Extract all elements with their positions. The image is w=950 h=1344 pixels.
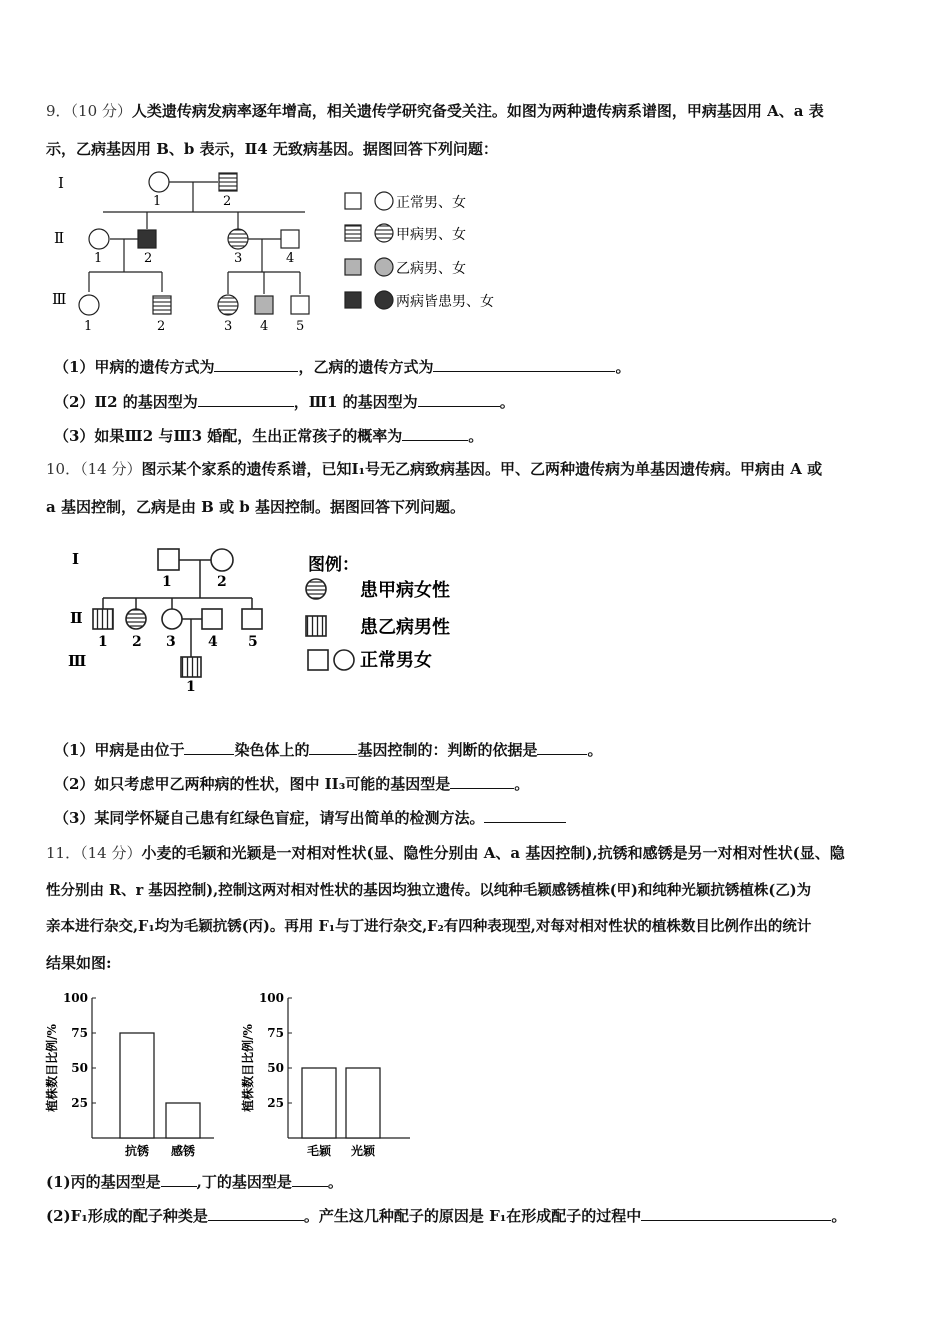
chart2-ytick-label-3: 25 bbox=[267, 1096, 284, 1110]
q10-II-2 bbox=[126, 609, 146, 629]
q9-III-3 bbox=[218, 295, 238, 315]
q10-sub1-text-c: 基因控制的：判断的依据是 bbox=[357, 741, 538, 759]
q10-II-3-num: 3 bbox=[166, 634, 176, 650]
q10-II-4 bbox=[202, 609, 222, 629]
q9-sub3-text-b: 。 bbox=[468, 427, 484, 445]
q11-sub2-blank2[interactable] bbox=[641, 1206, 831, 1221]
q9-II-2-num: 2 bbox=[144, 251, 153, 266]
q9-legend-3: 乙病男、女 bbox=[396, 261, 466, 277]
q10-legend-b-male-icon bbox=[306, 616, 326, 636]
q10-II-5-num: 5 bbox=[248, 634, 258, 650]
q11-number: 11． bbox=[46, 844, 81, 862]
q9-gen-label-2: Ⅱ bbox=[54, 229, 65, 247]
q9-II-4-num: 4 bbox=[286, 251, 295, 266]
q10-number: 10． bbox=[46, 460, 81, 478]
chart1-bar-1 bbox=[166, 1103, 200, 1138]
q10-II-3 bbox=[162, 609, 182, 629]
q11-stem-line4: 结果如图: bbox=[46, 954, 112, 972]
q10-sub1-text-b: 染色体上的 bbox=[234, 741, 310, 759]
q9-legend-1: 正常男、女 bbox=[396, 195, 466, 211]
chart2-bar-1 bbox=[346, 1068, 380, 1138]
q10-legend-3: 正常男女 bbox=[360, 650, 432, 671]
q9-legend-a-female bbox=[375, 224, 393, 242]
q10-sub3 bbox=[54, 807, 916, 829]
q9-sub3 bbox=[54, 425, 916, 447]
q10-score: （14 分） bbox=[80, 460, 142, 478]
q9-stem-line2: 示，乙病基因用 B、b 表示，Ⅱ4 无致病基因。据图回答下列问题： bbox=[46, 140, 498, 158]
q11-sub1 bbox=[46, 1171, 908, 1193]
q9-text-line1: 人类遗传病发病率逐年增高，相关遗传学研究备受关注。如图为两种遗传病系谱图，甲病基因用 A、a 表 bbox=[131, 102, 824, 120]
q11-stem-line3: 亲本进行杂交,F₁均为毛颖抗锈(丙)。再用 F₁与丁进行杂交,F₂有四种表现型,对每对相对性状的植株数目比例作出的统计 bbox=[46, 918, 812, 935]
q9-II-3 bbox=[228, 229, 248, 249]
q9-sub2-text-c: 。 bbox=[499, 393, 515, 411]
q9-number: 9． bbox=[46, 102, 71, 120]
q10-II-1 bbox=[93, 609, 113, 629]
q10-II-5 bbox=[242, 609, 262, 629]
q9-legend-normal-male bbox=[345, 193, 361, 209]
chart1-xtick-label-0: 抗锈 bbox=[124, 1144, 150, 1158]
q9-pedigree bbox=[40, 168, 530, 338]
q11-sub2-text-a: (2)F₁形成的配子种类是 bbox=[46, 1207, 208, 1225]
q10-stem-line2: a 基因控制，乙病是由 B 或 b 基因控制。据图回答下列问题。 bbox=[46, 498, 465, 516]
q10-sub1-text-d: 。 bbox=[587, 741, 603, 759]
q9-legend-normal-female bbox=[375, 192, 393, 210]
q9-III-5 bbox=[291, 296, 309, 314]
q9-legend-b-female bbox=[375, 258, 393, 276]
q9-gen-label-1: Ⅰ bbox=[58, 174, 64, 192]
q11-sub1-text-c: 。 bbox=[327, 1173, 343, 1191]
q9-III-4-num: 4 bbox=[260, 319, 269, 334]
chart1-xtick-label-1: 感锈 bbox=[170, 1144, 196, 1158]
q10-sub2-blank[interactable] bbox=[450, 774, 514, 789]
q11-sub1-text-b: ,丁的基因型是 bbox=[196, 1173, 292, 1191]
q9-I-2-num: 2 bbox=[223, 194, 232, 209]
q9-III-4 bbox=[255, 296, 273, 314]
q10-sub1-blank1[interactable] bbox=[184, 740, 234, 755]
q11-sub1-blank2[interactable] bbox=[292, 1172, 328, 1187]
q9-sub3-blank[interactable] bbox=[402, 426, 468, 441]
q11-sub1-blank1[interactable] bbox=[161, 1172, 197, 1187]
q10-I-1-num: 1 bbox=[162, 574, 172, 590]
q10-II-4-num: 4 bbox=[208, 634, 218, 650]
q9-legend-b-male bbox=[345, 259, 361, 275]
q11-stem-line2: 性分别由 R、r 基因控制),控制这两对相对性状的基因均独立遗传。以纯种毛颖感锈植株(甲)和纯种光颖抗锈植株(乙)为 bbox=[46, 882, 812, 899]
chart1-ytick-label-2: 50 bbox=[71, 1061, 88, 1075]
q9-stem-line1 bbox=[46, 100, 908, 122]
chart2-ytick-label-0: 100 bbox=[258, 991, 284, 1005]
q9-I-2 bbox=[219, 173, 237, 191]
q11-text-line1: 小麦的毛颖和光颖是一对相对性状(显、隐性分别由 A、a 基因控制),抗锈和感锈是另一对相对性状(显、隐 bbox=[141, 844, 845, 862]
q9-legend-4: 两病皆患男、女 bbox=[396, 294, 494, 310]
q11-score: （14 分） bbox=[80, 844, 142, 862]
q9-I-1-num: 1 bbox=[153, 194, 162, 209]
q9-sub1-blank1[interactable] bbox=[214, 357, 298, 372]
q9-legend-2: 甲病男、女 bbox=[396, 227, 466, 243]
q10-legend-normal-male-icon bbox=[308, 650, 328, 670]
q11-sub2 bbox=[46, 1205, 908, 1227]
q9-III-5-num: 5 bbox=[296, 319, 305, 334]
q10-legend-a-female-icon bbox=[306, 579, 326, 599]
q11-chart-rust-resistance bbox=[44, 984, 224, 1164]
q10-sub2-text-b: 。 bbox=[514, 775, 530, 793]
q10-sub3-blank[interactable] bbox=[484, 808, 566, 823]
q11-sub2-blank1[interactable] bbox=[208, 1206, 304, 1221]
chart2-ytick-label-2: 50 bbox=[267, 1061, 284, 1075]
q9-sub3-text-a: （3）如果Ⅲ2 与Ⅲ3 婚配，生出正常孩子的概率为 bbox=[54, 427, 403, 445]
q10-sub2 bbox=[54, 773, 916, 795]
q11-sub1-text-a: (1)丙的基因型是 bbox=[46, 1173, 161, 1191]
q10-gen-label-2: Ⅱ bbox=[70, 609, 83, 627]
q9-III-2-num: 2 bbox=[157, 319, 166, 334]
q9-legend-ab-male bbox=[345, 292, 361, 308]
chart1-ytick-label-3: 25 bbox=[71, 1096, 88, 1110]
q9-sub1-text-a: （1）甲病的遗传方式为 bbox=[54, 358, 215, 376]
q10-legend-2: 患乙病男性 bbox=[360, 617, 450, 638]
chart2-ytick-label-1: 75 bbox=[267, 1026, 284, 1040]
q9-sub1-text-c: 。 bbox=[615, 358, 631, 376]
q9-sub1-text-b: ，乙病的遗传方式为 bbox=[298, 358, 434, 376]
chart2-ylabel: 植株数目比例/% bbox=[241, 1024, 255, 1112]
chart1-ylabel: 植株数目比例/% bbox=[45, 1024, 59, 1112]
q9-III-1 bbox=[79, 295, 99, 315]
q10-stem-line1 bbox=[46, 458, 908, 480]
q9-sub1 bbox=[54, 356, 916, 378]
q9-II-1 bbox=[89, 229, 109, 249]
q9-score: （10 分） bbox=[70, 102, 132, 120]
q10-I-2-num: 2 bbox=[217, 574, 227, 590]
q10-III-1-num: 1 bbox=[186, 679, 196, 695]
q11-sub2-text-c: 。 bbox=[831, 1207, 847, 1225]
chart1-ytick-label-1: 75 bbox=[71, 1026, 88, 1040]
q10-III-1 bbox=[181, 657, 201, 677]
q10-sub1-text-a: （1）甲病是由位于 bbox=[54, 741, 185, 759]
q9-legend-a-male bbox=[345, 225, 361, 241]
q10-II-2-num: 2 bbox=[132, 634, 142, 650]
q11-sub2-text-b: 。产生这几种配子的原因是 F₁在形成配子的过程中 bbox=[303, 1207, 642, 1225]
chart1-bar-0 bbox=[120, 1033, 154, 1138]
q10-sub1-blank2[interactable] bbox=[309, 740, 357, 755]
q10-sub1 bbox=[54, 739, 916, 761]
q9-sub2-blank1[interactable] bbox=[198, 392, 294, 407]
q9-gen-label-3: Ⅲ bbox=[52, 290, 67, 308]
q9-sub2-text-b: ，Ⅲ1 的基因型为 bbox=[293, 393, 418, 411]
q10-legend-normal-female-icon bbox=[334, 650, 354, 670]
chart1-ytick-label-0: 100 bbox=[62, 991, 88, 1005]
q9-II-2 bbox=[138, 230, 156, 248]
chart2-xtick-label-0: 毛颖 bbox=[306, 1144, 332, 1158]
q9-legend-ab-female bbox=[375, 291, 393, 309]
q10-gen-label-3: Ⅲ bbox=[68, 652, 87, 670]
q11-stem-line1 bbox=[46, 842, 908, 864]
q9-II-4 bbox=[281, 230, 299, 248]
q10-text-line1: 图示某个家系的遗传系谱，已知Ⅰ₁号无乙病致病基因。甲、乙两种遗传病为单基因遗传病。甲病由 A 或 bbox=[141, 460, 823, 478]
q9-sub2-text-a: （2）Ⅱ2 的基因型为 bbox=[54, 393, 198, 411]
q10-legend-title: 图例： bbox=[308, 555, 359, 575]
q9-II-1-num: 1 bbox=[94, 251, 103, 266]
q10-legend-1: 患甲病女性 bbox=[360, 580, 450, 601]
q9-III-3-num: 3 bbox=[224, 319, 233, 334]
q9-sub2 bbox=[54, 391, 916, 413]
q10-I-2 bbox=[211, 549, 233, 571]
q9-sub1-blank2[interactable] bbox=[433, 357, 615, 372]
q9-I-1 bbox=[149, 172, 169, 192]
q10-I-1 bbox=[158, 549, 179, 570]
q9-II-3-num: 3 bbox=[234, 251, 243, 266]
q11-chart-glume-hair bbox=[240, 984, 420, 1164]
q10-sub1-blank3[interactable] bbox=[537, 740, 587, 755]
q10-gen-label-1: Ⅰ bbox=[72, 550, 80, 568]
chart2-bar-0 bbox=[302, 1068, 336, 1138]
q10-pedigree bbox=[60, 540, 480, 695]
q9-III-1-num: 1 bbox=[84, 319, 93, 334]
q10-II-1-num: 1 bbox=[98, 634, 108, 650]
q9-III-2 bbox=[153, 296, 171, 314]
q9-sub2-blank2[interactable] bbox=[418, 392, 500, 407]
q10-sub3-text-a: （3）某同学怀疑自己患有红绿色盲症，请写出简单的检测方法。 bbox=[54, 809, 485, 827]
chart2-xtick-label-1: 光颖 bbox=[350, 1144, 376, 1158]
q10-sub2-text-a: （2）如只考虑甲乙两种病的性状，图中 II₃可能的基因型是 bbox=[54, 775, 451, 793]
